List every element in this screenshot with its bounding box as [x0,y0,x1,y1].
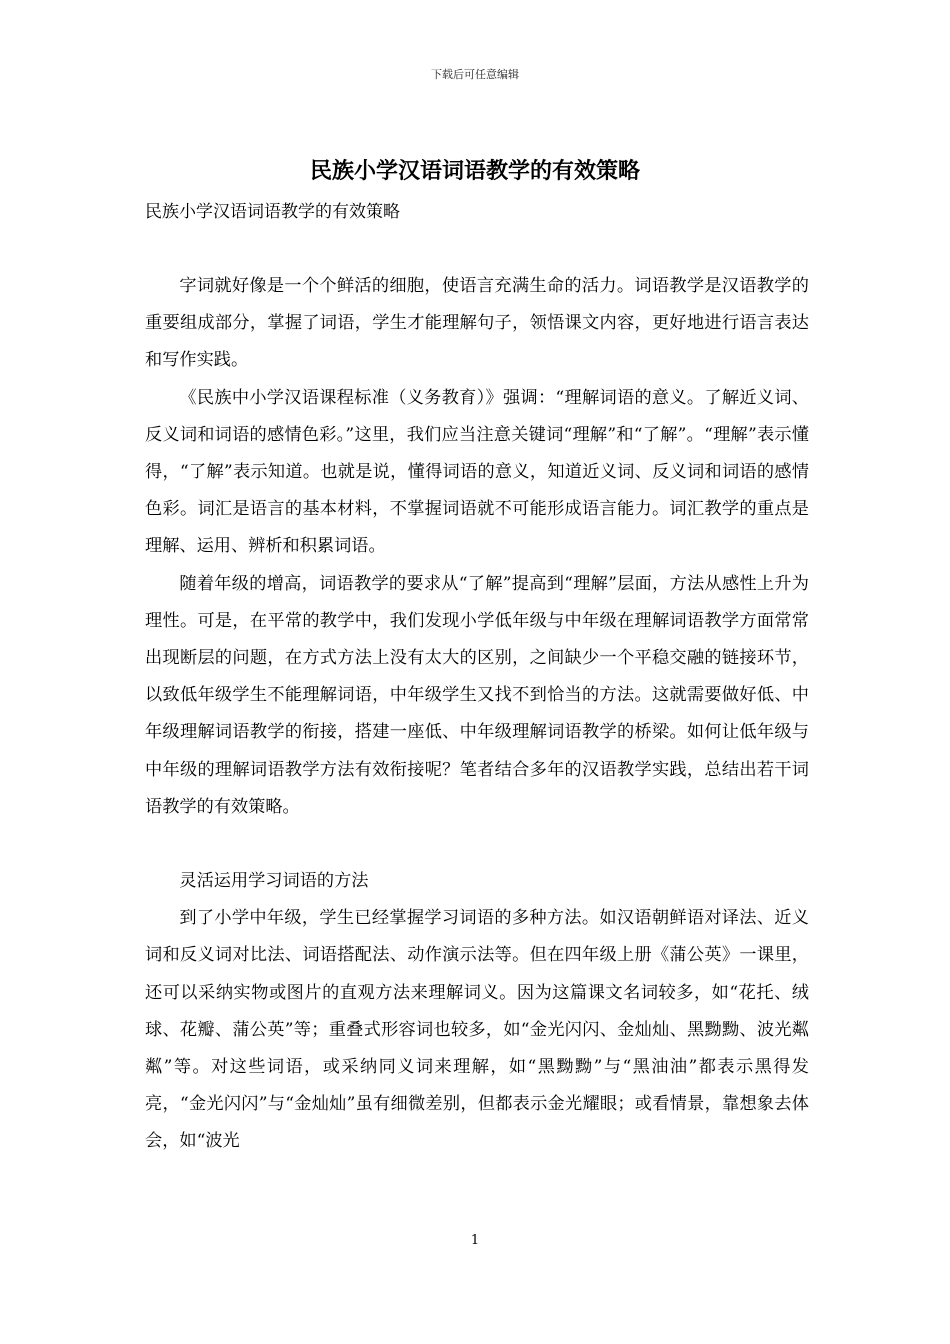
document-subtitle: 民族小学汉语词语教学的有效策略 [145,202,400,222]
document-body [145,268,809,1161]
section-paragraph: 到了小学中年级，学生已经掌握学习词语的多种方法。如汉语朝鲜语对译法、近义词和反义词对比法、词语搭配法、动作演示法等。但在四年级上册《蒲公英》一课里，还可以采纳实物或图片的直观方法来理解词义。因为这篇课文名词较多，如“花托、绒球、花瓣、蒲公英”等；重叠式形容词也较多，如“金光闪闪、金灿灿、黑黝黝、波光粼粼”等。对这些词语，或采纳同义词来理解，如“黑黝黝”与“黑油油”都表示黑得发亮，“金光闪闪”与“金灿灿”虽有细微差别，但都表示金光耀眼；或看情景，靠想象去体会，如“波光 [145,908,809,1152]
section-heading: 灵活运用学习词语的方法 [179,871,369,892]
body-paragraph: 随着年级的增高，词语教学的要求从“了解”提高到“理解”层面，方法从感性上升为理性。可是，在平常的教学中，我们发现小学低年级与中年级在理解词语教学方面常常出现断层的问题，在方式方法上没有太大的区别，之间缺少一个平稳交融的链接环节，以致低年级学生不能理解词语，中年级学生又找不到恰当的方法。这就需要做好低、中年级理解词语教学的衔接，搭建一座低、中年级理解词语教学的桥梁。如何让低年级与中年级的理解词语教学方法有效衔接呢？笔者结合多年的汉语教学实践，总结出若干词语教学的有效策略。 [145,573,809,817]
paragraph-spacer [145,826,809,863]
body-paragraph: 字词就好像是一个个鲜活的细胞，使语言充满生命的活力。词语教学是汉语教学的重要组成部分，掌握了词语，学生才能理解句子，领悟课文内容，更好地进行语言表达和写作实践。 [145,276,809,371]
page-header-note: 下载后可任意编辑 [431,68,519,81]
body-paragraph: 《民族中小学汉语课程标准（义务教育）》强调：“理解词语的意义。了解近义词、反义词和词语的感情色彩。”这里，我们应当注意关键词“理解”和“了解”。“理解”表示懂得，“了解”表示知道。也就是说，懂得词语的意义，知道近义词、反义词和词语的感情色彩。词汇是语言的基本材料，不掌握词语就不可能形成语言能力。词汇教学的重点是理解、运用、辨析和积累词语。 [145,387,809,557]
document-title: 民族小学汉语词语教学的有效策略 [309,158,640,184]
page-number: 1 [470,1233,480,1248]
